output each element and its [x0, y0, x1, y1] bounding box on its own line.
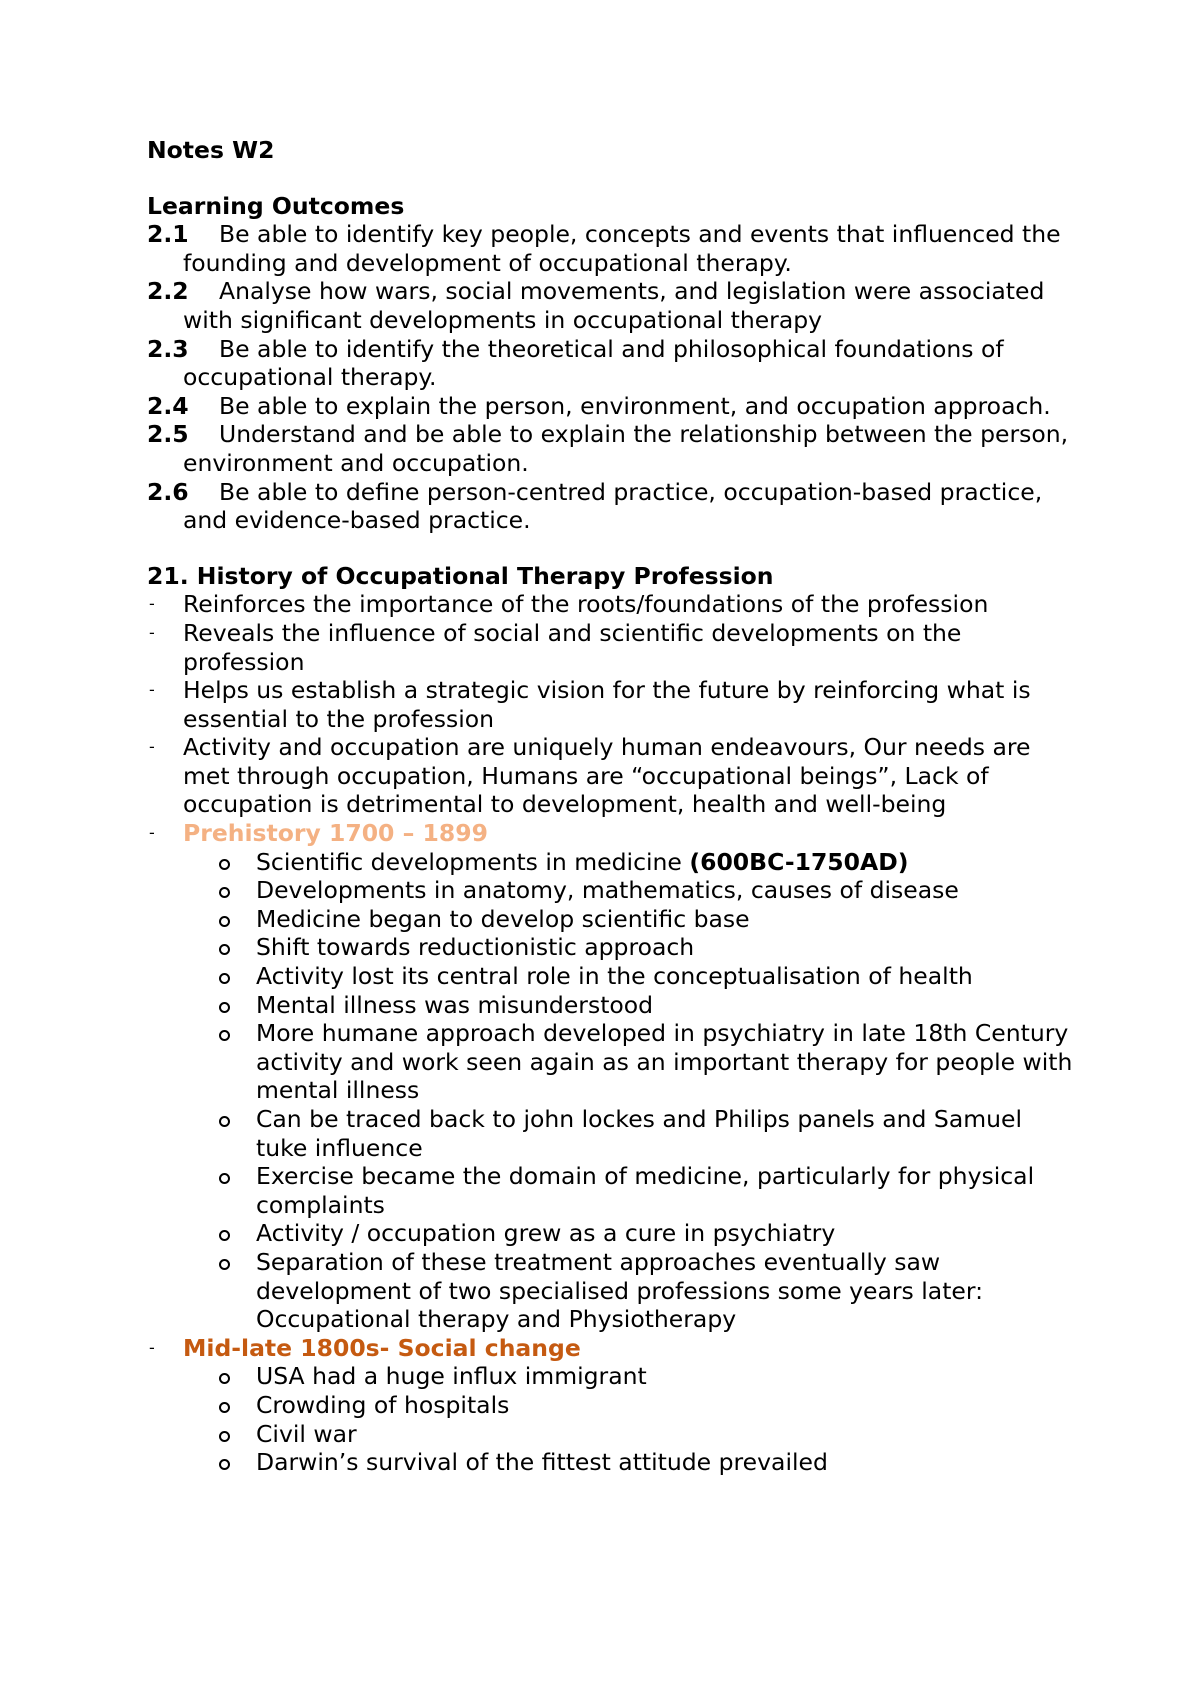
- outcome-item: [147, 220, 1077, 277]
- circle-bullet-icon: [219, 1373, 230, 1384]
- outcome-text: Be able to identify key people, concepts and events that influenced the founding and development of occupational therapy.: [183, 220, 1061, 277]
- outcome-number: 2.1: [147, 220, 189, 249]
- outcome-text: Analyse how wars, social movements, and legislation were associated with significant developments in occupational therapy: [183, 277, 1045, 334]
- list-item: [147, 962, 1077, 991]
- spacer: [147, 165, 1077, 192]
- history-point: [147, 590, 1077, 619]
- outcome-text: Be able to define person-centred practice, occupation-based practice, and evidence-based practice.: [183, 477, 1043, 535]
- list-item-text: Medicine began to develop scientific base: [256, 904, 750, 933]
- outcome-item: [147, 392, 1077, 421]
- circle-bullet-icon: [219, 944, 230, 955]
- date-range: (600BC-1750AD): [689, 847, 909, 876]
- dash-marker: -: [149, 680, 155, 700]
- circle-bullet-icon: [219, 1431, 230, 1442]
- history-point: [147, 619, 1077, 676]
- era-prehistory-label: Prehistory 1700 – 1899: [183, 819, 488, 848]
- list-item-text: Crowding of hospitals: [256, 1390, 510, 1419]
- list-item-text: Activity lost its central role in the conceptualisation of health: [256, 962, 973, 991]
- circle-bullet-icon: [219, 1116, 230, 1127]
- history-points: [147, 590, 1077, 1476]
- circle-bullet-icon: [219, 916, 230, 927]
- history-point-text: Reinforces the importance of the roots/foundations of the profession: [183, 590, 989, 619]
- outcome-item: [147, 335, 1077, 392]
- outcome-number: 2.2: [147, 277, 189, 306]
- outcome-text: Be able to identify the theoretical and philosophical foundations of occupational therapy.: [183, 334, 1004, 392]
- outcome-number: 2.6: [147, 477, 189, 506]
- circle-bullet-icon: [219, 1173, 230, 1184]
- circle-bullet-icon: [219, 1030, 230, 1041]
- list-item-text: Mental illness was misunderstood: [256, 990, 654, 1019]
- list-item: [147, 1105, 1077, 1162]
- history-heading: 21. History of Occupational Therapy Profession: [147, 561, 774, 590]
- outcome-number: 2.3: [147, 334, 189, 363]
- list-item: [147, 991, 1077, 1020]
- list-item: [147, 1019, 1077, 1105]
- list-item: [147, 905, 1077, 934]
- dash-marker: -: [149, 737, 155, 757]
- circle-bullet-icon: [219, 1259, 230, 1270]
- learning-outcomes-heading: Learning Outcomes: [147, 191, 405, 220]
- outcome-number: 2.4: [147, 391, 189, 420]
- history-point: [147, 733, 1077, 819]
- circle-bullet-icon: [219, 1459, 230, 1470]
- era-social-change: [147, 1334, 1077, 1363]
- list-item-text: Scientific developments in medicine: [256, 847, 690, 876]
- list-item: [147, 848, 1077, 877]
- outcome-item: [147, 420, 1077, 477]
- dash-marker: -: [149, 1337, 155, 1357]
- era-prehistory-list: [147, 848, 1077, 1334]
- era-social-change-label: Mid-late 1800s- Social change: [183, 1333, 581, 1362]
- spacer: [147, 535, 1077, 562]
- list-item-text: Can be traced back to john lockes and Philips panels and Samuel tuke influence: [256, 1105, 1023, 1162]
- outcome-text: Understand and be able to explain the relationship between the person, environment and occupation.: [183, 420, 1069, 477]
- history-point-text: Helps us establish a strategic vision for the future by reinforcing what is essential to the profession: [183, 676, 1031, 733]
- dash-marker: -: [149, 823, 155, 843]
- list-item-text: Civil war: [256, 1419, 357, 1448]
- list-item-text: USA had a huge influx immigrant: [256, 1362, 647, 1391]
- list-item-text: Darwin’s survival of the fittest attitude prevailed: [256, 1448, 828, 1477]
- outcome-item: [147, 277, 1077, 334]
- circle-bullet-icon: [219, 1402, 230, 1413]
- history-point: [147, 676, 1077, 733]
- list-item: [147, 1248, 1077, 1334]
- list-item-text: Developments in anatomy, mathematics, causes of disease: [256, 876, 959, 905]
- list-item-text: Separation of these treatment approaches eventually saw development of two specialised professions some years later: Occupational therapy and Physiotherapy: [256, 1247, 984, 1334]
- outcome-text: Be able to explain the person, environment, and occupation approach.: [219, 391, 1051, 420]
- circle-bullet-icon: [219, 1002, 230, 1013]
- history-point-text: Reveals the influence of social and scientific developments on the profession: [183, 618, 962, 676]
- circle-bullet-icon: [219, 973, 230, 984]
- era-social-change-list: [147, 1362, 1077, 1476]
- list-item: [147, 876, 1077, 905]
- list-item: [147, 1219, 1077, 1248]
- circle-bullet-icon: [219, 1230, 230, 1241]
- list-item-text: Shift towards reductionistic approach: [256, 933, 695, 962]
- outcome-number: 2.5: [147, 420, 189, 449]
- document-page: [147, 136, 1077, 1477]
- list-item-text: Activity / occupation grew as a cure in psychiatry: [256, 1219, 836, 1248]
- list-item: [147, 1448, 1077, 1477]
- dash-marker: -: [149, 594, 155, 614]
- list-item: [147, 1162, 1077, 1219]
- circle-bullet-icon: [219, 887, 230, 898]
- era-prehistory: [147, 819, 1077, 848]
- list-item: [147, 1391, 1077, 1420]
- list-item: [147, 933, 1077, 962]
- history-point-text: Activity and occupation are uniquely human endeavours, Our needs are met through occupation, Humans are “occupational beings”, Lack of occupation is detrimental to development, health and well-being: [183, 733, 1031, 819]
- list-item-text: More humane approach developed in psychiatry in late 18th Century activity and work seen again as an important therapy for people with mental illness: [256, 1019, 1073, 1105]
- learning-outcomes-list: [147, 220, 1077, 535]
- dash-marker: -: [149, 622, 155, 642]
- list-item: [147, 1420, 1077, 1449]
- outcome-item: [147, 478, 1077, 535]
- doc-title: Notes W2: [147, 136, 275, 164]
- list-item: [147, 1362, 1077, 1391]
- circle-bullet-icon: [219, 859, 230, 870]
- list-item-text: Exercise became the domain of medicine, particularly for physical complaints: [256, 1162, 1035, 1219]
